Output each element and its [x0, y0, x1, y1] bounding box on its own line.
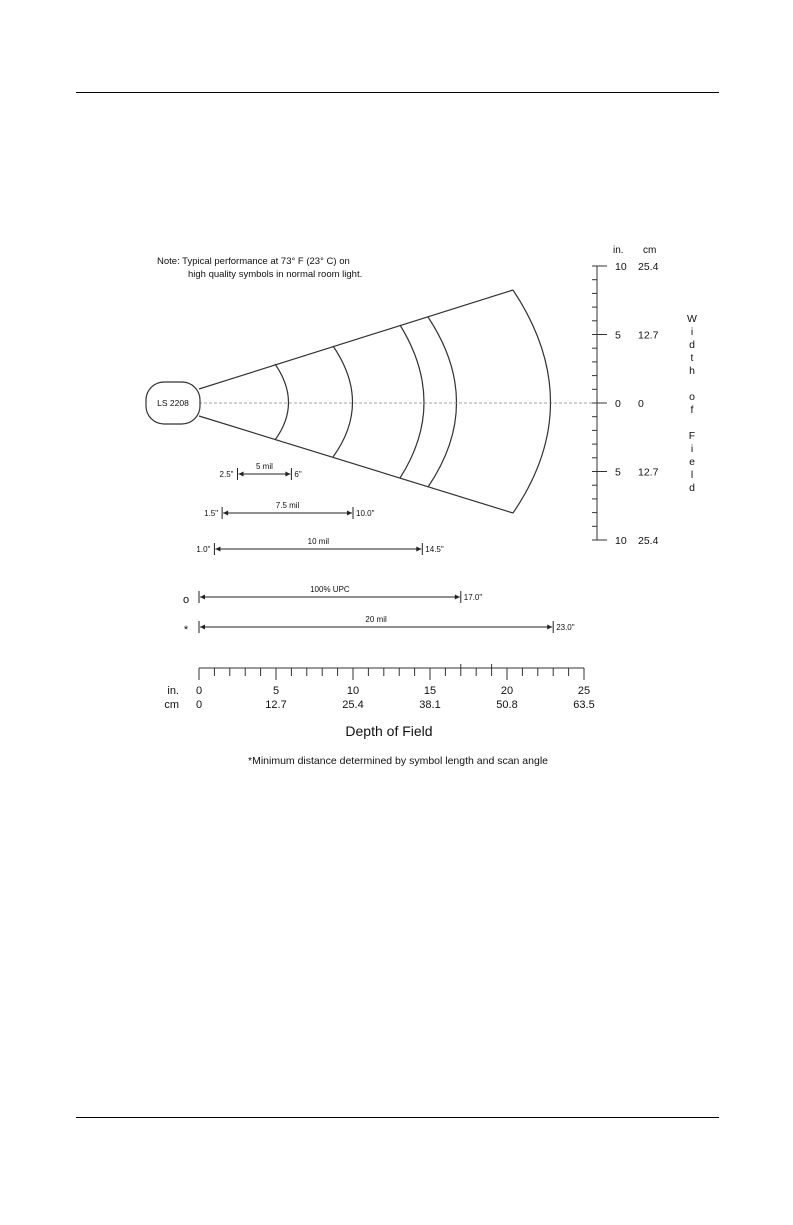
- depth-of-field-axis: [164, 664, 594, 739]
- range-prefix: o: [182, 594, 190, 606]
- width-label-in: 10: [615, 535, 627, 547]
- cone-arc-20-mil: [513, 290, 551, 513]
- width-label-cm: 12.7: [638, 329, 659, 342]
- note-line-2: high quality symbols in normal room light.: [188, 269, 363, 280]
- scanner: [146, 382, 200, 424]
- depth-label-in: 20: [500, 685, 514, 697]
- range-start-label: 2.5": [219, 470, 234, 479]
- width-axis-labels: [615, 261, 659, 547]
- footnote: *Minimum distance determined by symbol length and scan angle: [248, 755, 548, 767]
- depth-axis-title: Depth of Field: [345, 723, 433, 739]
- depth-label-cm: 25.4: [342, 699, 364, 711]
- range-start-label: 1.5": [204, 509, 219, 518]
- range-bar: [196, 537, 443, 555]
- range-arrow-right: [547, 625, 552, 630]
- depth-label-in: 5: [272, 685, 280, 697]
- note-line-1: Note: Typical performance at 73° F (23° C) on: [157, 256, 350, 267]
- width-label-in: 5: [615, 329, 621, 342]
- cone-upper-edge: [199, 290, 513, 389]
- range-bar: [184, 615, 575, 636]
- range-arrow-left: [223, 511, 228, 516]
- width-label-in: 10: [615, 261, 627, 273]
- range-label: 5 mil: [256, 462, 273, 471]
- width-of-field-axis: [592, 245, 697, 547]
- width-label-in: 0: [615, 398, 621, 410]
- width-label-cm: 25.4: [638, 261, 659, 273]
- range-label: 20 mil: [365, 615, 387, 624]
- range-arrow-right: [347, 511, 352, 516]
- depth-label-cm: 12.7: [265, 699, 287, 711]
- range-end-label: 6": [294, 470, 302, 479]
- depth-label-cm: 63.5: [573, 699, 595, 711]
- depth-unit-cm: cm: [164, 699, 179, 711]
- depth-unit-in: in.: [167, 685, 179, 697]
- width-unit-in: in.: [613, 245, 624, 256]
- cone-lower-edge: [199, 416, 513, 513]
- depth-label-in: 25: [577, 685, 591, 697]
- range-bar: [220, 462, 302, 480]
- depth-label-in: 10: [346, 685, 360, 697]
- range-label: 100% UPC: [310, 585, 350, 594]
- range-arrow-left: [200, 595, 205, 600]
- scanner-label: LS 2208: [157, 398, 189, 408]
- depth-label-cm: 50.8: [496, 699, 518, 711]
- width-label-cm: 0: [638, 398, 644, 410]
- range-prefix: *: [183, 624, 189, 636]
- range-end-label: 10.0": [356, 509, 375, 518]
- cone-arc-5-mil: [275, 364, 289, 440]
- range-start-label: 1.0": [196, 545, 211, 554]
- range-label: 10 mil: [307, 537, 330, 546]
- range-arrow-right: [416, 547, 421, 552]
- width-label-in: 5: [615, 466, 621, 479]
- range-bar: [183, 585, 482, 606]
- range-arrow-left: [239, 472, 244, 477]
- width-unit-cm: cm: [643, 245, 657, 256]
- depth-label-cm: 38.1: [419, 699, 441, 711]
- range-bars: [183, 462, 575, 636]
- depth-axis-ticks: [199, 664, 584, 680]
- depth-label-cm: 0: [195, 699, 203, 711]
- depth-axis-labels: [196, 685, 595, 711]
- range-end-label: 23.0": [556, 623, 575, 632]
- range-label: 7.5 mil: [275, 501, 300, 510]
- depth-label-in: 15: [423, 685, 437, 697]
- cone-arc-7-5-mil: [333, 346, 353, 457]
- range-arrow-left: [215, 547, 220, 552]
- range-end-label: 17.0": [463, 593, 483, 602]
- width-label-cm: 25.4: [638, 535, 659, 547]
- range-arrow-left: [200, 625, 205, 630]
- cone-arc-100-upc: [428, 317, 457, 487]
- cone-arc-10-mil: [400, 325, 424, 478]
- range-end-label: 14.5": [425, 545, 444, 554]
- range-arrow-right: [285, 472, 290, 477]
- range-arrow-right: [455, 595, 460, 600]
- range-bar: [204, 501, 374, 519]
- depth-label-in: 0: [195, 685, 203, 697]
- width-axis-title: W i d t h o f F i e l d: [687, 313, 697, 494]
- width-label-cm: 12.7: [638, 466, 659, 479]
- width-axis-ticks: [592, 266, 607, 540]
- scan-cone: [199, 290, 551, 513]
